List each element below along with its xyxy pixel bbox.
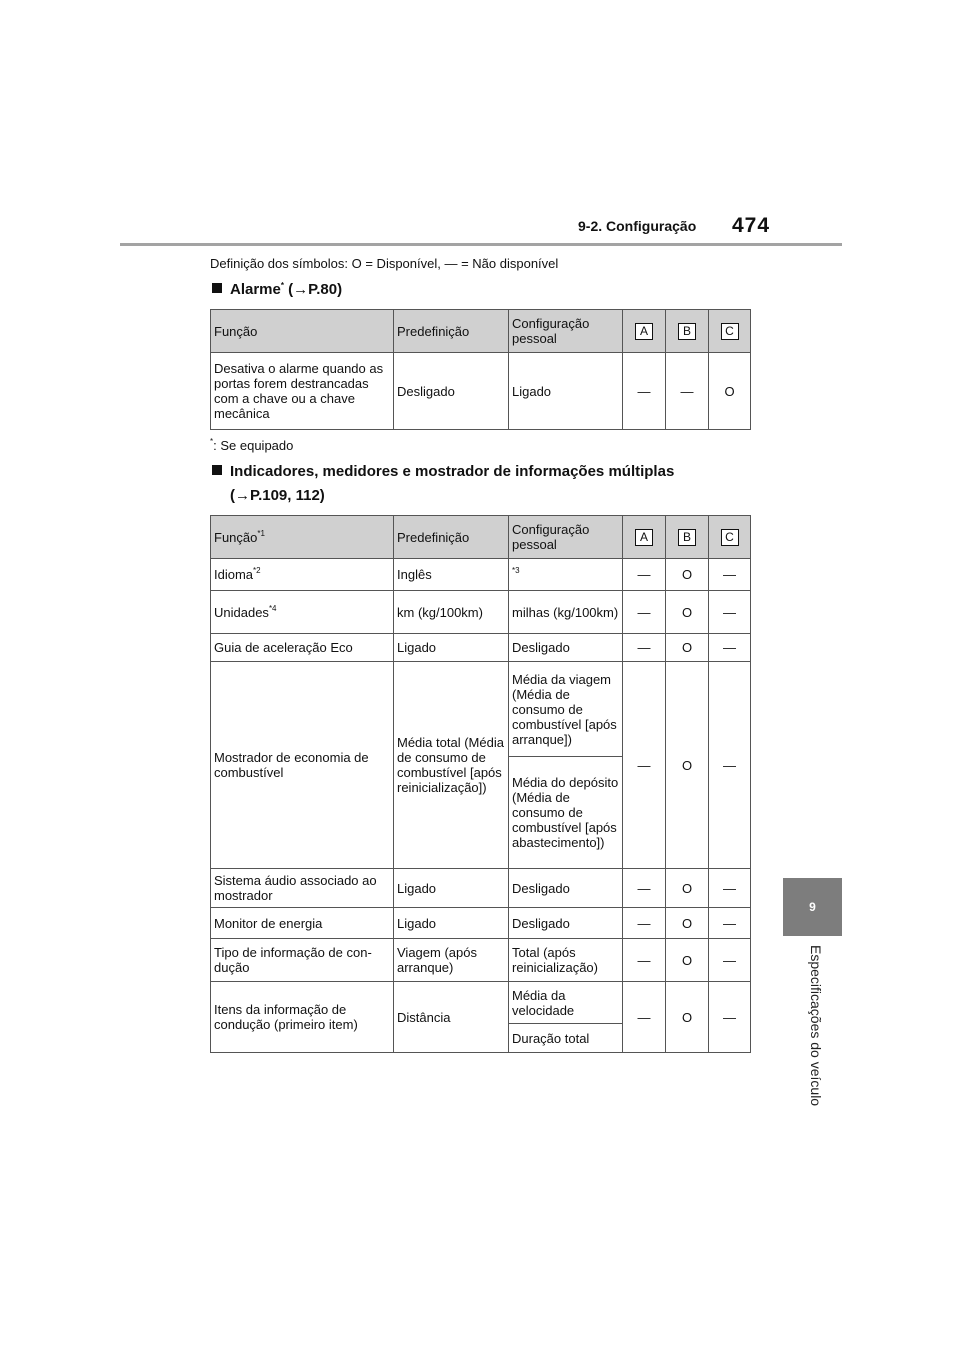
cell-b: O xyxy=(666,591,709,634)
cell-b: O xyxy=(666,939,709,982)
header-c xyxy=(709,310,751,353)
label-a-box: A xyxy=(635,529,653,546)
cell-configuracao-1: Média da viagem (Média de consumo de combustível [após arranque]) xyxy=(509,662,623,757)
cell-configuracao-2: Média do depósito (Média de consumo de combustível [após abastecimento]) xyxy=(509,757,623,869)
header-c xyxy=(709,516,751,559)
symbol-definition: Definição dos símbolos: O = Disponível, — = Não disponível xyxy=(210,256,559,271)
cell-c: — xyxy=(709,869,751,908)
table-row xyxy=(211,869,751,908)
cell-funcao: Itens da informação de condução (primeiro item) xyxy=(211,982,394,1053)
cell-b: O xyxy=(666,982,709,1053)
square-bullet-icon xyxy=(212,283,222,293)
section2-heading xyxy=(212,463,674,480)
label-b-box: B xyxy=(678,529,696,546)
cell-a: — xyxy=(623,353,666,430)
table-row xyxy=(211,939,751,982)
cell-configuracao: milhas (kg/100km) xyxy=(509,591,623,634)
table-header-row xyxy=(211,310,751,353)
cell-predefinicao: Média total (Média de consumo de combustível [após reinicialização]) xyxy=(394,662,509,869)
footnote-mark: * xyxy=(210,437,214,446)
footnote-text: : Se equipado xyxy=(213,438,294,453)
table-row xyxy=(211,662,751,757)
cell-funcao: Idioma$^{*2}$ xyxy=(211,559,394,591)
table-row xyxy=(211,634,751,662)
cell-b: O xyxy=(666,869,709,908)
label-c-box: C xyxy=(721,529,739,546)
section2-title: Indicadores, medidores e mostrador de informações múltiplas xyxy=(230,463,675,480)
cell-predefinicao: Ligado xyxy=(394,634,509,662)
cell-funcao: Guia de aceleração Eco xyxy=(211,634,394,662)
section1-heading xyxy=(212,281,342,298)
cell-b: — xyxy=(666,353,709,430)
cell-configuracao: Desligado xyxy=(509,908,623,939)
cell-funcao: Desativa o alarme quando as portas forem destrancadas com a chave ou a chave mecânica xyxy=(211,353,394,430)
cell-c: — xyxy=(709,634,751,662)
cell-b: O xyxy=(666,908,709,939)
cell-configuracao: Desligado xyxy=(509,634,623,662)
header-predefinicao: Predefinição xyxy=(394,310,509,353)
cell-c: — xyxy=(709,939,751,982)
page-number: 474 xyxy=(732,214,771,237)
cell-predefinicao: Ligado xyxy=(394,908,509,939)
cell-predefinicao: Ligado xyxy=(394,869,509,908)
table-row xyxy=(211,591,751,634)
header-predefinicao: Predefinição xyxy=(394,516,509,559)
label-c-box: C xyxy=(721,323,739,340)
cell-configuracao-2: Duração total xyxy=(509,1024,623,1053)
cell-configuracao: Total (após reinicialização) xyxy=(509,939,623,982)
cell-configuracao: Desligado xyxy=(509,869,623,908)
header-funcao: Função$^{*1}$ xyxy=(211,516,394,559)
table-header-row xyxy=(211,516,751,559)
cell-funcao: Tipo de informação de con-dução xyxy=(211,939,394,982)
cell-predefinicao: Inglês xyxy=(394,559,509,591)
header-divider xyxy=(120,243,842,246)
chapter-tab: 9 xyxy=(783,878,842,936)
section1-title-sup: * xyxy=(280,281,284,290)
header-funcao: Função xyxy=(211,310,394,353)
section-title: 9-2. Configuração xyxy=(578,218,697,234)
cell-c: — xyxy=(709,559,751,591)
cell-a: — xyxy=(623,939,666,982)
header-b xyxy=(666,516,709,559)
table-row xyxy=(211,908,751,939)
cell-c: — xyxy=(709,982,751,1053)
cell-predefinicao: Distância xyxy=(394,982,509,1053)
header-configuracao: Configuração pessoal xyxy=(509,310,623,353)
cell-funcao: Sistema áudio associado ao mostrador xyxy=(211,869,394,908)
cell-funcao: Mostrador de economia de combustível xyxy=(211,662,394,869)
cell-configuracao-1: Média da velocidade xyxy=(509,982,623,1024)
cell-c: O xyxy=(709,353,751,430)
cell-a: — xyxy=(623,559,666,591)
cell-funcao: Unidades$^{*4}$ xyxy=(211,591,394,634)
cell-c: — xyxy=(709,591,751,634)
label-b-box: B xyxy=(678,323,696,340)
square-bullet-icon xyxy=(212,465,222,475)
table-row xyxy=(211,353,751,430)
cell-c: — xyxy=(709,662,751,869)
cell-c: — xyxy=(709,908,751,939)
section1-title: Alarme xyxy=(230,281,281,298)
alarm-table xyxy=(210,309,751,430)
label-a-box: A xyxy=(635,323,653,340)
indicators-table xyxy=(210,515,751,1053)
header-a xyxy=(623,310,666,353)
table-row xyxy=(211,982,751,1024)
cell-a: — xyxy=(623,869,666,908)
cell-predefinicao: km (kg/100km) xyxy=(394,591,509,634)
section1-ref: (→P.80) xyxy=(288,281,343,298)
footnote xyxy=(210,438,293,453)
header-a xyxy=(623,516,666,559)
section2-ref: (→P.109, 112) xyxy=(230,487,325,504)
cell-funcao: Monitor de energia xyxy=(211,908,394,939)
cell-b: O xyxy=(666,559,709,591)
table-row xyxy=(211,559,751,591)
cell-a: — xyxy=(623,662,666,869)
header-configuracao: Configuração pessoal xyxy=(509,516,623,559)
cell-b: O xyxy=(666,634,709,662)
cell-a: — xyxy=(623,634,666,662)
cell-a: — xyxy=(623,982,666,1053)
cell-configuracao: *3 xyxy=(509,559,623,591)
header-b xyxy=(666,310,709,353)
cell-predefinicao: Viagem (após arranque) xyxy=(394,939,509,982)
cell-a: — xyxy=(623,908,666,939)
cell-predefinicao: Desligado xyxy=(394,353,509,430)
cell-configuracao: Ligado xyxy=(509,353,623,430)
chapter-tab-label: Especificações do veículo xyxy=(808,945,824,1107)
cell-a: — xyxy=(623,591,666,634)
cell-b: O xyxy=(666,662,709,869)
